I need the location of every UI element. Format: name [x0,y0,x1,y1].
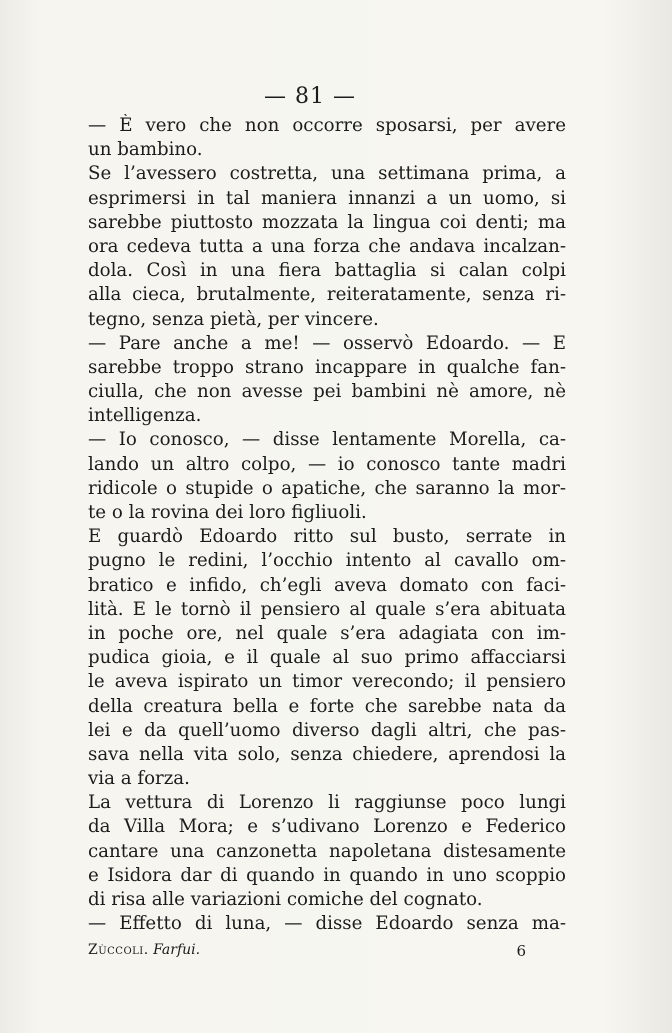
text-line: ora cedeva tutta a una forza che andava incalzan- [88,235,566,257]
text-line: intelligenza. [88,405,202,427]
text-line: — Effetto di luna, — disse Edoardo senza ma- [88,913,566,935]
footer-title: Farfui. [153,942,201,958]
text-line: dola. Così in una fiera battaglia si calan colpi [88,260,566,282]
text-line: te o la rovina dei loro figliuoli. [88,502,367,523]
text-line: pugno le redini, l’occhio intento al cavallo om- [88,550,566,572]
signature-mark: 6 [516,942,526,960]
page-number: — 81 — [264,84,356,109]
text-line: sarebbe piuttosto mozzata la lingua coi denti; ma [88,211,566,233]
text-line: lità. E le tornò il pensiero al quale s’era abituata [88,598,566,620]
text-line: e Isidora dar di quando in quando in uno scoppio [88,864,566,886]
text-line: sava nella vita solo, senza chiedere, aprendosi la [88,743,566,765]
body-text [88,114,566,936]
text-line: sarebbe troppo strano incappare in qualche fan- [88,356,566,378]
text-line: — Pare anche a me! — osservò Edoardo. — E [88,332,566,354]
text-line: pudica gioia, e il quale al suo primo affacciarsi [88,647,566,669]
text-line: un bambino. [88,139,203,161]
text-line: della creatura bella e forte che sarebbe nata da [88,695,566,717]
text-line: lei e da quell’uomo diverso dagli altri, che pas- [88,719,566,741]
text-line: — Io conosco, — disse lentamente Morella, ca- [88,429,566,451]
text-line: ridicole o stupide o apatiche, che saranno la mor- [88,477,566,499]
text-line: cantare una canzonetta napoletana distesamente [88,840,566,862]
text-line: di risa alle variazioni comiche del cognato. [88,889,483,910]
text-line: E guardò Edoardo ritto sul busto, serrate in [88,526,566,548]
text-line: La vettura di Lorenzo li raggiunse poco lungi [88,792,566,814]
text-line: esprimersi in tal maniera innanzi a un uomo, si [88,187,566,209]
text-line: le aveva ispirato un timor verecondo; il pensiero [88,671,566,693]
text-line: alla cieca, brutalmente, reiteratamente, senza ri- [88,284,566,306]
text-line: Se l’avessero costretta, una settimana prima, a [88,163,566,185]
text-line: tegno, senza pietà, per vincere. [88,308,379,330]
page-footer [88,942,566,958]
text-line: lando un altro colpo, — io conosco tante madri [88,453,566,475]
footer-author: Zùccoli. [88,942,149,958]
text-line: da Villa Mora; e s’udivano Lorenzo e Federico [88,816,566,838]
text-line: — È vero che non occorre sposarsi, per avere [88,115,566,136]
text-line: bratico e infido, ch’egli aveva domato con faci- [88,574,566,596]
text-line: via a forza. [88,768,190,790]
text-line: ciulla, che non avesse pei bambini nè amore, nè [88,381,566,403]
text-line: in poche ore, nel quale s’era adagiata con im- [88,622,566,644]
